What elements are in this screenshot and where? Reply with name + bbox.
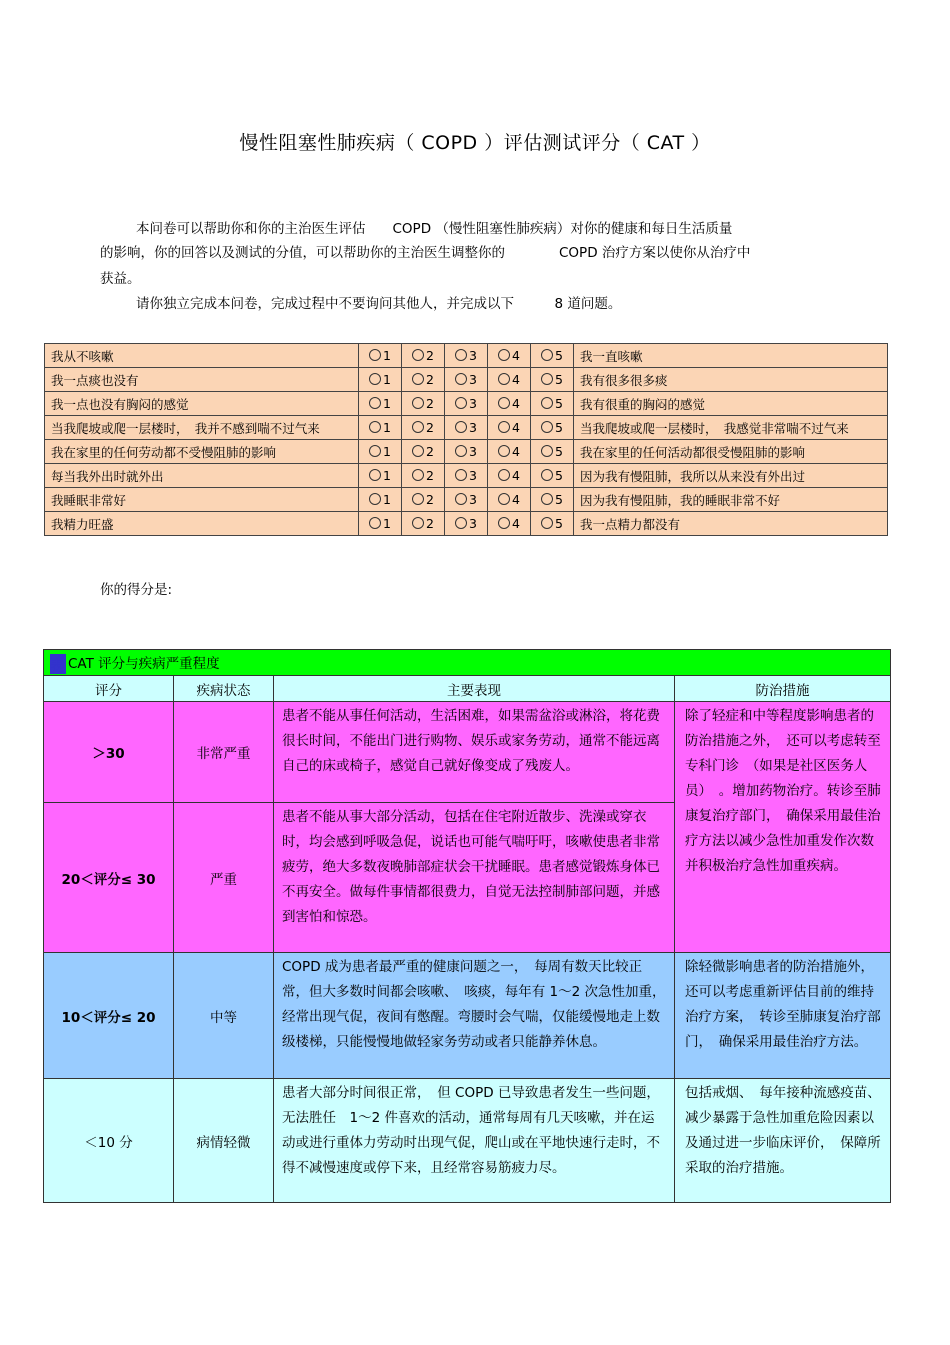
survey-option-4[interactable] bbox=[488, 392, 531, 416]
survey-row bbox=[45, 464, 888, 488]
option-value: 2 bbox=[426, 468, 434, 483]
radio-circle-icon[interactable] bbox=[498, 469, 510, 481]
option-value: 1 bbox=[383, 468, 391, 483]
radio-circle-icon[interactable] bbox=[541, 421, 553, 433]
survey-row bbox=[45, 512, 888, 536]
survey-option-3[interactable] bbox=[445, 488, 488, 512]
option-value: 1 bbox=[383, 444, 391, 459]
status-cell: 非常严重 bbox=[174, 702, 274, 803]
radio-circle-icon[interactable] bbox=[412, 445, 424, 457]
survey-left-statement: 我从不咳嗽 bbox=[45, 344, 359, 368]
radio-circle-icon[interactable] bbox=[498, 397, 510, 409]
radio-circle-icon[interactable] bbox=[369, 373, 381, 385]
cat-survey-table bbox=[44, 343, 888, 536]
radio-circle-icon[interactable] bbox=[541, 445, 553, 457]
survey-option-4[interactable] bbox=[488, 488, 531, 512]
option-value: 3 bbox=[469, 516, 477, 531]
survey-option-1[interactable] bbox=[359, 512, 402, 536]
radio-circle-icon[interactable] bbox=[369, 445, 381, 457]
option-value: 1 bbox=[383, 396, 391, 411]
survey-option-3[interactable] bbox=[445, 464, 488, 488]
radio-circle-icon[interactable] bbox=[455, 349, 467, 361]
option-value: 3 bbox=[469, 444, 477, 459]
survey-row bbox=[45, 416, 888, 440]
radio-circle-icon[interactable] bbox=[369, 517, 381, 529]
survey-option-3[interactable] bbox=[445, 440, 488, 464]
survey-option-5[interactable] bbox=[531, 416, 574, 440]
score-cell: 20＜评分≤ 30 bbox=[44, 803, 174, 953]
option-value: 3 bbox=[469, 348, 477, 363]
survey-left-statement: 当我爬坡或爬一层楼时， 我并不感到喘不过气来 bbox=[45, 416, 359, 440]
radio-circle-icon[interactable] bbox=[412, 493, 424, 505]
description-cell: 患者不能从事大部分活动，包括在住宅附近散步、洗澡或穿衣时，均会感到呼吸急促，说话也可能气喘吁吁，咳嗽使患者非常疲劳，绝大多数夜晚肺部症状会干扰睡眠。患者感觉锻炼身体已不再安全。做每件事情都很费力，自觉无法控制肺部问题，并感到害怕和惊恐。 bbox=[274, 803, 675, 953]
radio-circle-icon[interactable] bbox=[412, 469, 424, 481]
description-cell: 患者大部分时间很正常， 但 COPD 已导致患者发生一些问题，无法胜任 1～2 件喜欢的活动，通常每周有几天咳嗽，并在运动或进行重体力劳动时出现气促，爬山或在平地快速行走时，不得不减慢速度或停下来，且经常容易筋疲力尽。 bbox=[274, 1079, 675, 1203]
radio-circle-icon[interactable] bbox=[369, 469, 381, 481]
caption-marker: 表 bbox=[50, 654, 66, 674]
survey-option-4[interactable] bbox=[488, 416, 531, 440]
survey-right-statement: 我一点精力都没有 bbox=[574, 512, 888, 536]
option-value: 5 bbox=[555, 516, 563, 531]
survey-row bbox=[45, 440, 888, 464]
radio-circle-icon[interactable] bbox=[498, 493, 510, 505]
option-value: 3 bbox=[469, 372, 477, 387]
description-cell: COPD 成为患者最严重的健康问题之一， 每周有数天比较正常，但大多数时间都会咳嗽、 咳痰，每年有 1～2 次急性加重，经常出现气促，夜间有憋醒。弯腰时会气喘，仅能缓慢地走上数级楼梯，只能慢慢地做轻家务劳动或者只能静养休息。 bbox=[274, 953, 675, 1079]
radio-circle-icon[interactable] bbox=[412, 373, 424, 385]
option-value: 1 bbox=[383, 348, 391, 363]
survey-option-1[interactable] bbox=[359, 368, 402, 392]
survey-option-5[interactable] bbox=[531, 344, 574, 368]
option-value: 1 bbox=[383, 372, 391, 387]
radio-circle-icon[interactable] bbox=[455, 397, 467, 409]
option-value: 4 bbox=[512, 444, 520, 459]
option-value: 4 bbox=[512, 468, 520, 483]
radio-circle-icon[interactable] bbox=[498, 349, 510, 361]
survey-option-5[interactable] bbox=[531, 368, 574, 392]
status-cell: 严重 bbox=[174, 803, 274, 953]
option-value: 3 bbox=[469, 492, 477, 507]
intro-line-3: 获益。 bbox=[100, 271, 141, 287]
header-score: 评分 bbox=[44, 676, 174, 702]
status-cell: 中等 bbox=[174, 953, 274, 1079]
option-value: 1 bbox=[383, 420, 391, 435]
survey-option-2[interactable] bbox=[402, 464, 445, 488]
intro-line-1: 本问卷可以帮助你和你的主治医生评估 COPD （慢性阻塞性肺疾病）对你的健康和每日生活质量 bbox=[136, 221, 733, 237]
survey-right-statement: 因为我有慢阻肺，我的睡眠非常不好 bbox=[574, 488, 888, 512]
radio-circle-icon[interactable] bbox=[369, 493, 381, 505]
page-title: 慢性阻塞性肺疾病（ COPD ）评估测试评分（ CAT ） bbox=[239, 132, 711, 154]
survey-option-4[interactable] bbox=[488, 464, 531, 488]
radio-circle-icon[interactable] bbox=[455, 421, 467, 433]
survey-option-1[interactable] bbox=[359, 392, 402, 416]
survey-left-statement: 我在家里的任何劳动都不受慢阻肺的影响 bbox=[45, 440, 359, 464]
survey-option-1[interactable] bbox=[359, 464, 402, 488]
option-value: 5 bbox=[555, 372, 563, 387]
option-value: 5 bbox=[555, 444, 563, 459]
survey-row bbox=[45, 344, 888, 368]
survey-left-statement: 我一点痰也没有 bbox=[45, 368, 359, 392]
radio-circle-icon[interactable] bbox=[455, 445, 467, 457]
radio-circle-icon[interactable] bbox=[541, 349, 553, 361]
option-value: 2 bbox=[426, 444, 434, 459]
option-value: 3 bbox=[469, 468, 477, 483]
measures-cell: 包括戒烟、 每年接种流感疫苗、减少暴露于急性加重危险因素以及通过进一步临床评价， 保障所采取的治疗措施。 bbox=[675, 1079, 891, 1203]
option-value: 4 bbox=[512, 516, 520, 531]
survey-option-3[interactable] bbox=[445, 392, 488, 416]
survey-row bbox=[45, 488, 888, 512]
severity-table bbox=[43, 649, 891, 1203]
radio-circle-icon[interactable] bbox=[498, 517, 510, 529]
survey-option-2[interactable] bbox=[402, 392, 445, 416]
survey-option-3[interactable] bbox=[445, 512, 488, 536]
survey-option-1[interactable] bbox=[359, 344, 402, 368]
option-value: 2 bbox=[426, 372, 434, 387]
radio-circle-icon[interactable] bbox=[455, 493, 467, 505]
survey-left-statement: 我一点也没有胸闷的感觉 bbox=[45, 392, 359, 416]
header-measures: 防治措施 bbox=[675, 676, 891, 702]
radio-circle-icon[interactable] bbox=[541, 469, 553, 481]
survey-option-5[interactable] bbox=[531, 440, 574, 464]
option-value: 3 bbox=[469, 420, 477, 435]
survey-option-5[interactable] bbox=[531, 392, 574, 416]
survey-right-statement: 当我爬坡或爬一层楼时， 我感觉非常喘不过气来 bbox=[574, 416, 888, 440]
radio-circle-icon[interactable] bbox=[412, 421, 424, 433]
survey-left-statement: 每当我外出时就外出 bbox=[45, 464, 359, 488]
option-value: 1 bbox=[383, 516, 391, 531]
option-value: 1 bbox=[383, 492, 391, 507]
radio-circle-icon[interactable] bbox=[541, 517, 553, 529]
score-cell: ＞30 bbox=[44, 702, 174, 803]
radio-circle-icon[interactable] bbox=[455, 517, 467, 529]
header-description: 主要表现 bbox=[274, 676, 675, 702]
score-label: 你的得分是: bbox=[100, 582, 173, 598]
radio-circle-icon[interactable] bbox=[541, 493, 553, 505]
survey-option-2[interactable] bbox=[402, 416, 445, 440]
survey-option-2[interactable] bbox=[402, 344, 445, 368]
option-value: 2 bbox=[426, 396, 434, 411]
option-value: 5 bbox=[555, 468, 563, 483]
status-cell: 病情轻微 bbox=[174, 1079, 274, 1203]
radio-circle-icon[interactable] bbox=[455, 373, 467, 385]
radio-circle-icon[interactable] bbox=[369, 421, 381, 433]
option-value: 4 bbox=[512, 396, 520, 411]
option-value: 4 bbox=[512, 348, 520, 363]
survey-option-1[interactable] bbox=[359, 488, 402, 512]
option-value: 4 bbox=[512, 420, 520, 435]
survey-option-1[interactable] bbox=[359, 440, 402, 464]
survey-row bbox=[45, 368, 888, 392]
option-value: 5 bbox=[555, 492, 563, 507]
option-value: 2 bbox=[426, 492, 434, 507]
radio-circle-icon[interactable] bbox=[455, 469, 467, 481]
option-value: 3 bbox=[469, 396, 477, 411]
survey-right-statement: 我一直咳嗽 bbox=[574, 344, 888, 368]
survey-option-4[interactable] bbox=[488, 344, 531, 368]
description-cell: 患者不能从事任何活动，生活困难，如果需盆浴或淋浴，将花费很长时间，不能出门进行购物、娱乐或家务劳动，通常不能远离自己的床或椅子，感觉自己就好像变成了残废人。 bbox=[274, 702, 675, 803]
option-value: 5 bbox=[555, 420, 563, 435]
radio-circle-icon[interactable] bbox=[369, 349, 381, 361]
survey-right-statement: 我有很重的胸闷的感觉 bbox=[574, 392, 888, 416]
option-value: 4 bbox=[512, 372, 520, 387]
survey-option-2[interactable] bbox=[402, 488, 445, 512]
score-cell: 10＜评分≤ 20 bbox=[44, 953, 174, 1079]
measures-cell: 除轻微影响患者的防治措施外，还可以考虑重新评估目前的维持治疗方案， 转诊至肺康复治疗部门， 确保采用最佳治疗方法。 bbox=[675, 953, 891, 1079]
intro-line-2: 的影响，你的回答以及测试的分值，可以帮助你的主治医生调整你的 COPD 治疗方案以使你从治疗中 bbox=[100, 245, 751, 261]
survey-left-statement: 我精力旺盛 bbox=[45, 512, 359, 536]
option-value: 2 bbox=[426, 516, 434, 531]
score-cell: ＜10 分 bbox=[44, 1079, 174, 1203]
survey-right-statement: 我有很多很多痰 bbox=[574, 368, 888, 392]
survey-option-3[interactable] bbox=[445, 368, 488, 392]
option-value: 4 bbox=[512, 492, 520, 507]
survey-option-3[interactable] bbox=[445, 416, 488, 440]
option-value: 5 bbox=[555, 348, 563, 363]
radio-circle-icon[interactable] bbox=[412, 349, 424, 361]
option-value: 2 bbox=[426, 348, 434, 363]
severity-caption-text: CAT 评分与疾病严重程度 bbox=[68, 655, 220, 672]
survey-option-2[interactable] bbox=[402, 440, 445, 464]
radio-circle-icon[interactable] bbox=[412, 517, 424, 529]
radio-circle-icon[interactable] bbox=[498, 421, 510, 433]
survey-option-1[interactable] bbox=[359, 416, 402, 440]
option-value: 5 bbox=[555, 396, 563, 411]
survey-row bbox=[45, 392, 888, 416]
survey-option-5[interactable] bbox=[531, 512, 574, 536]
measures-cell: 除了轻症和中等程度影响患者的防治措施之外， 还可以考虑转至专科门诊 （如果是社区医务人员） 。增加药物治疗。转诊至肺康复治疗部门， 确保采用最佳治疗方法以减少急性加重发作次数并积极治疗急性加重疾病。 bbox=[675, 702, 891, 953]
survey-option-4[interactable] bbox=[488, 512, 531, 536]
survey-right-statement: 我在家里的任何活动都很受慢阻肺的影响 bbox=[574, 440, 888, 464]
radio-circle-icon[interactable] bbox=[498, 373, 510, 385]
survey-left-statement: 我睡眠非常好 bbox=[45, 488, 359, 512]
radio-circle-icon[interactable] bbox=[369, 397, 381, 409]
intro-line-4: 请你独立完成本问卷，完成过程中不要询问其他人，并完成以下 8 道问题。 bbox=[136, 296, 622, 312]
radio-circle-icon[interactable] bbox=[498, 445, 510, 457]
survey-option-5[interactable] bbox=[531, 464, 574, 488]
option-value: 2 bbox=[426, 420, 434, 435]
survey-option-3[interactable] bbox=[445, 344, 488, 368]
radio-circle-icon[interactable] bbox=[412, 397, 424, 409]
survey-option-4[interactable] bbox=[488, 440, 531, 464]
survey-option-2[interactable] bbox=[402, 512, 445, 536]
survey-option-2[interactable] bbox=[402, 368, 445, 392]
severity-caption bbox=[44, 650, 891, 676]
header-status: 疾病状态 bbox=[174, 676, 274, 702]
radio-circle-icon[interactable] bbox=[541, 397, 553, 409]
survey-right-statement: 因为我有慢阻肺，我所以从来没有外出过 bbox=[574, 464, 888, 488]
radio-circle-icon[interactable] bbox=[541, 373, 553, 385]
survey-option-5[interactable] bbox=[531, 488, 574, 512]
survey-option-4[interactable] bbox=[488, 368, 531, 392]
